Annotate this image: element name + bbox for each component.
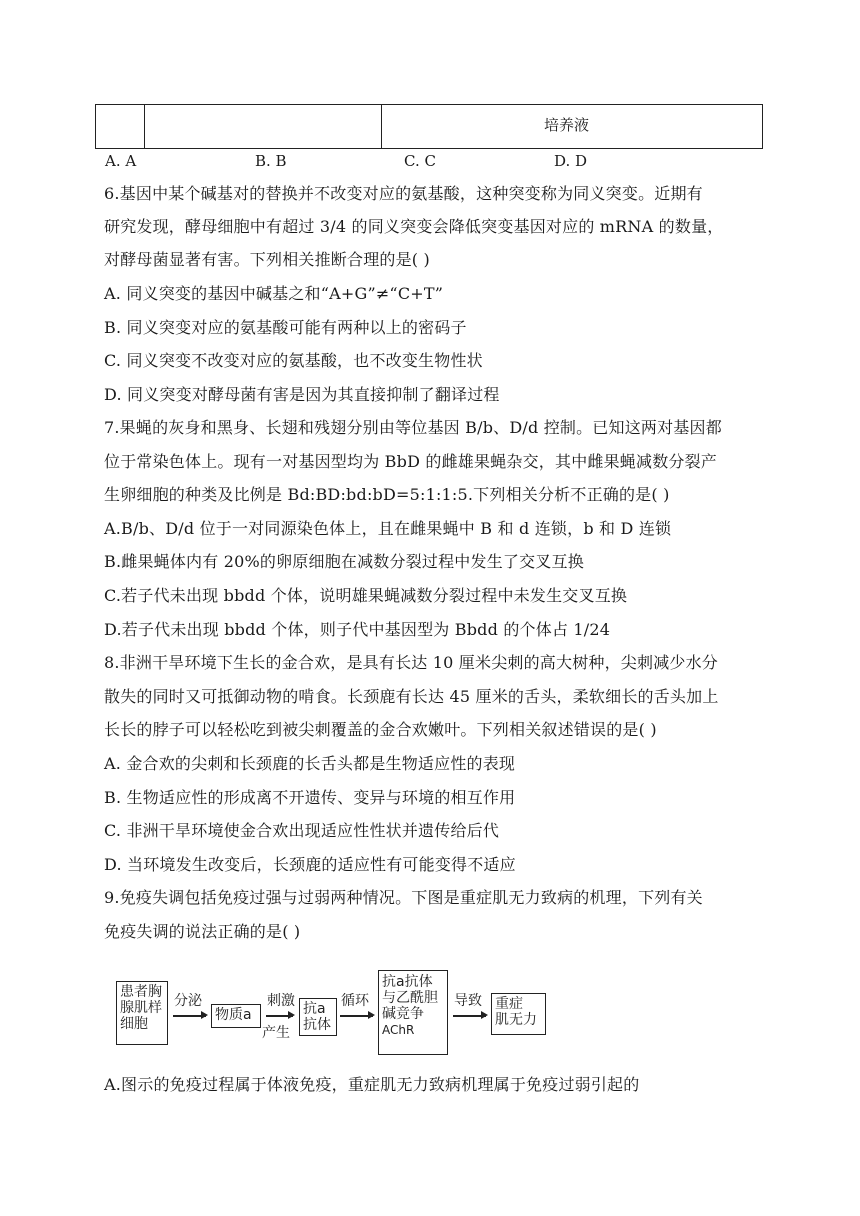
q9-stem-line: 9.免疫失调包括免疫过强与过弱两种情况。下图是重症肌无力致病的机理，下列有关 (104, 888, 703, 907)
arrow-icon (453, 1015, 486, 1017)
q6-option-c[interactable]: C. 同义突变不改变对应的氨基酸，也不改变生物性状 (104, 351, 483, 370)
q8-option-b[interactable]: B. 生物适应性的形成离不开遗传、变异与环境的相互作用 (104, 788, 516, 807)
option-c[interactable]: C. C (404, 152, 436, 170)
q7-stem-line: 位于常染色体上。现有一对基因型均为 BbD 的雌雄果蝇杂交，其中雌果蝇减数分裂产 (104, 452, 718, 471)
arrow-label-secrete: 分泌 (174, 993, 202, 1009)
arrow-label-circulate: 循环 (341, 993, 369, 1009)
option-d[interactable]: D. D (554, 152, 588, 170)
q6-stem-line: 对酵母菌显著有害。下列相关推断合理的是( ) (104, 250, 430, 269)
option-b[interactable]: B. B (255, 152, 287, 170)
q8-option-a[interactable]: A. 金合欢的尖刺和长颈鹿的长舌头都是生物适应性的表现 (104, 754, 516, 773)
q6-option-d[interactable]: D. 同义突变对酵母菌有害是因为其直接抑制了翻译过程 (104, 385, 500, 404)
q6-option-a[interactable]: A. 同义突变的基因中碱基之和“A+G”≠“C+T” (104, 284, 444, 303)
q6-option-b[interactable]: B. 同义突变对应的氨基酸可能有两种以上的密码子 (104, 318, 467, 337)
pathogenesis-flow-diagram (113, 970, 553, 1050)
box-text: AChR (382, 1023, 415, 1037)
substance-a-box (211, 1004, 261, 1028)
antibody-box (299, 998, 337, 1036)
arrow-icon (340, 1015, 373, 1017)
q7-option-a[interactable]: A.B/b、D/d 位于一对同源染色体上，且在雌果蝇中 B 和 d 连锁，b 和 D 连锁 (104, 519, 672, 538)
q7-option-c[interactable]: C.若子代未出现 bbdd 个体，说明雄果蝇减数分裂过程中未发生交叉互换 (104, 586, 628, 605)
answer-table (95, 104, 763, 149)
thymus-cell-box (116, 981, 168, 1045)
q8-stem-line: 散失的同时又可抵御动物的啃食。长颈鹿有长达 45 厘米的舌头，柔软细长的舌头加上 (104, 687, 719, 706)
box-text: 抗体 (303, 1017, 331, 1033)
q8-stem-line: 8.非洲干旱环境下生长的金合欢，是具有长达 10 厘米尖刺的高大树种，尖刺减少水分 (104, 653, 718, 672)
q7-stem-line: 生卵细胞的种类及比例是 Bd:BD:bd:bD=5:1:1:5.下列相关分析不正确的是( ) (104, 485, 670, 504)
q7-option-b[interactable]: B.雌果蝇体内有 20%的卵原细胞在减数分裂过程中发生了交叉互换 (104, 552, 584, 571)
box-text: 细胞 (120, 1016, 148, 1032)
arrow-label-produce: 产生 (262, 1025, 290, 1041)
table-divider (144, 105, 145, 148)
arrow-label-cause: 导致 (454, 993, 482, 1009)
competition-box (378, 970, 448, 1055)
box-text: 与乙酰胆 (382, 990, 438, 1006)
box-text: 抗a抗体 (382, 974, 433, 990)
q9-stem-line: 免疫失调的说法正确的是( ) (104, 922, 301, 941)
box-text: 物质a (215, 1007, 252, 1023)
q6-stem-line: 研究发现，酵母细胞中有超过 3/4 的同义突变会降低突变基因对应的 mRNA 的数量， (104, 217, 724, 236)
box-text: 重症 (495, 996, 523, 1012)
option-a[interactable]: A. A (105, 152, 137, 170)
q8-stem-line: 长长的脖子可以轻松吃到被尖刺覆盖的金合欢嫩叶。下列相关叙述错误的是( ) (104, 720, 657, 739)
box-text: 碱竞争 (382, 1006, 424, 1022)
q7-stem-line: 7.果蝇的灰身和黑身、长翅和残翅分别由等位基因 B/b、D/d 控制。已知这两对基因都 (104, 418, 722, 437)
q8-option-d[interactable]: D. 当环境发生改变后，长颈鹿的适应性有可能变得不适应 (104, 855, 516, 874)
arrow-icon (266, 1015, 293, 1017)
q9-option-a[interactable]: A.图示的免疫过程属于体液免疫，重症肌无力致病机理属于免疫过弱引起的 (104, 1075, 640, 1094)
table-divider (381, 105, 382, 148)
arrow-label-stimulate: 刺激 (267, 993, 295, 1009)
box-text: 抗a (303, 1001, 326, 1017)
q7-option-d[interactable]: D.若子代未出现 bbdd 个体，则子代中基因型为 Bbdd 的个体占 1/24 (104, 620, 611, 639)
box-text: 患者胸 (120, 984, 162, 1000)
q6-stem-line: 6.基因中某个碱基对的替换并不改变对应的氨基酸，这种突变称为同义突变。近期有 (104, 184, 703, 203)
arrow-icon (173, 1015, 206, 1017)
box-text: 腺肌样 (120, 1000, 162, 1016)
table-cell-culture: 培养液 (544, 116, 590, 134)
q8-option-c[interactable]: C. 非洲干旱环境使金合欢出现适应性性状并遗传给后代 (104, 821, 500, 840)
myasthenia-box (491, 993, 546, 1035)
box-text: 肌无力 (495, 1012, 537, 1028)
